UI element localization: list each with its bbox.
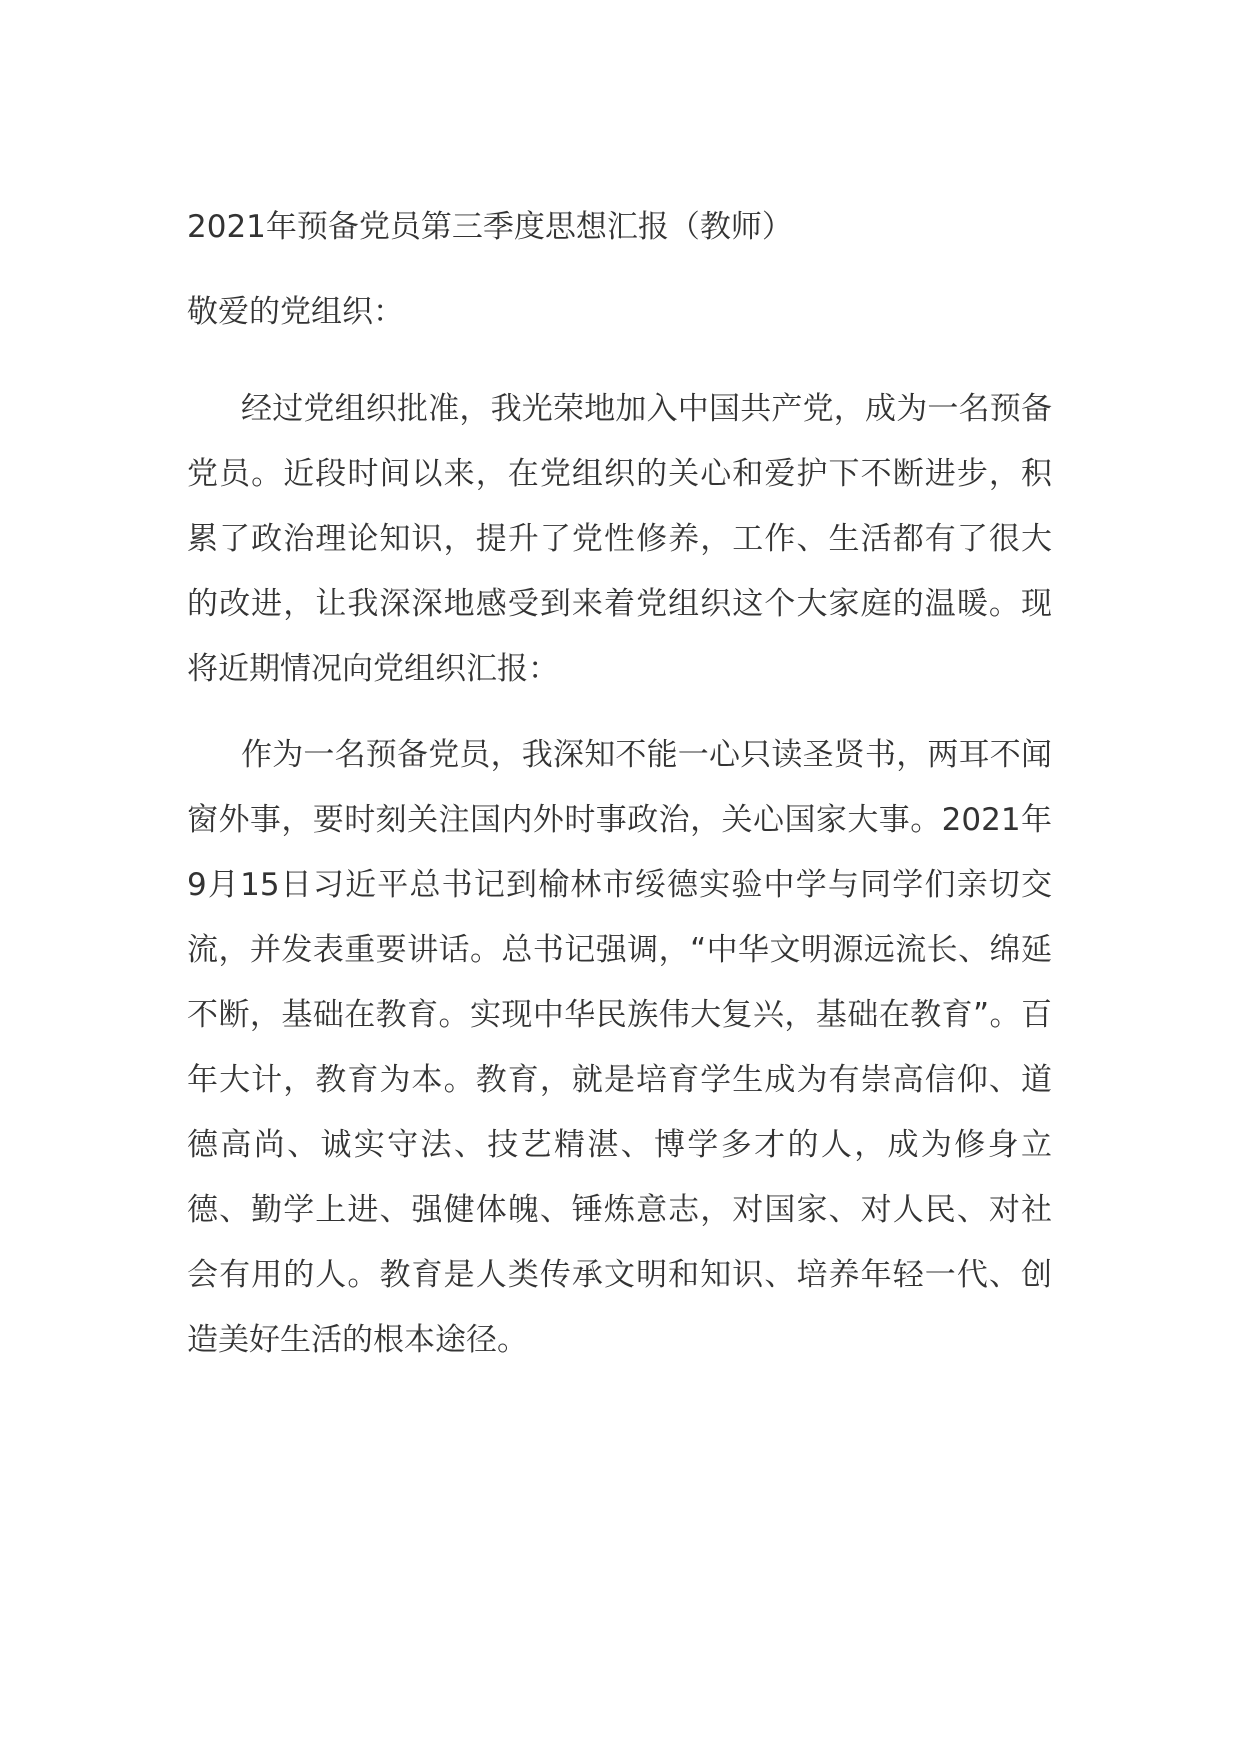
document-body xyxy=(187,205,1052,1394)
paragraph-2: 作为一名预备党员，我深知不能一心只读圣贤书，两耳不闻窗外事，要时刻关注国内外时事政治，关心国家大事。2021年9月15日习近平总书记到榆林市绥德实验中学与同学们亲切交流，并发表重要讲话。总书记强调，“中华文明源远流长、绵延不断，基础在教育。实现中华民族伟大复兴，基础在教育”。百年大计，教育为本。教育，就是培育学生成为有崇高信仰、道德高尚、诚实守法、技艺精湛、博学多才的人，成为修身立德、勤学上进、强健体魄、锤炼意志，对国家、对人民、对社会有用的人。教育是人类传承文明和知识、培养年轻一代、创造美好生活的根本途径。 xyxy=(187,737,1052,1358)
salutation: 敬爱的党组织： xyxy=(187,294,404,330)
document-title: 2021年预备党员第三季度思想汇报（教师） xyxy=(187,209,793,245)
paragraph-1: 经过党组织批准，我光荣地加入中国共产党，成为一名预备党员。近段时间以来，在党组织的关心和爱护下不断进步，积累了政治理论知识，提升了党性修养，工作、生活都有了很大的改进，让我深深地感受到来着党组织这个大家庭的温暖。现将近期情况向党组织汇报： xyxy=(187,391,1052,687)
